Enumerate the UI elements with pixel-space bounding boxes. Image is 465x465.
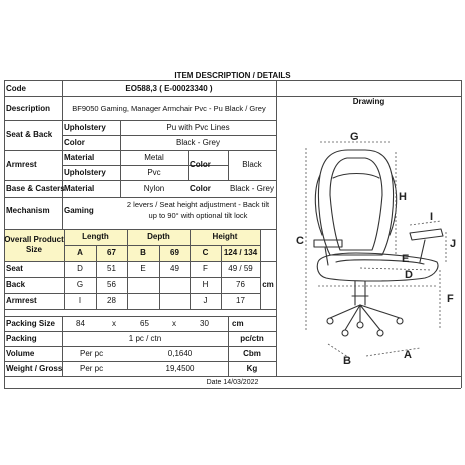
armrest-material-value: Metal [144,153,164,162]
backrest-panel [330,158,382,250]
drawing-label: Drawing [352,97,385,106]
dim-value-g: 56 [107,280,116,289]
packing-size-unit: cm [232,319,244,328]
drawing-letter-e: E [402,253,410,265]
mechanism-label: Mechanism [6,206,50,215]
armrest-color-value: Black [242,160,262,169]
seat-cushion [317,253,438,281]
back-dims-label: Back [6,280,26,289]
weight-per: Per pc [80,364,104,373]
armrest-dims-label: Armrest [6,296,37,305]
mechanism-value-line2: up to 90° with optional tilt lock [148,211,248,220]
mechanism-value-line1: 2 levers / Seat height adjustment - Back tilt [126,200,270,209]
dim-letter-f: F [203,264,208,273]
drawing-letter-h: H [399,191,407,203]
weight-unit: Kg [246,364,258,373]
base-color-label: Color [190,184,211,193]
gas-lift [355,281,365,305]
packing-unit: pc/ctn [240,334,264,343]
weight-value: 19,4500 [165,364,195,373]
code-label: Code [6,84,26,93]
overall-label-line2: Size [25,245,42,254]
dim-value-j: 17 [236,296,245,305]
dim-value-c: 124 / 134 [223,248,258,257]
dim-letter-i: I [78,296,82,305]
caster [397,318,403,324]
depth-header: Depth [147,232,170,241]
packing-size-x1: x [112,319,116,328]
seat-back-color-label: Color [64,138,85,147]
armrest-upholstery-label: Upholstery [64,168,106,177]
caster [357,322,363,328]
base-star [330,305,400,330]
drawing-letter-j: J [450,238,457,250]
packing-size-height: 30 [200,319,209,328]
dim-letter-e: E [140,264,146,273]
seat-dims-label: Seat [6,264,23,273]
drawing-letter-d: D [405,269,413,281]
dim-value-a: 67 [107,248,116,257]
sheet-title: ITEM DESCRIPTION / DETAILS [174,71,291,80]
base-label: Base & Casters [6,184,65,193]
volume-unit: Cbm [243,349,261,358]
weight-label: Weight / Gross [6,364,63,373]
description-label: Description [6,104,51,113]
armrest-label: Armrest [6,160,37,169]
armrest-color-label: Color [190,160,211,169]
drawing-letter-c: C [296,235,304,247]
packing-size-label: Packing Size [6,319,55,328]
seat-back-upholstery-label: Upholstery [64,123,106,132]
dims-unit: cm [262,280,274,289]
packing-size-width: 65 [140,319,149,328]
headrest-line [333,174,379,179]
armrest-upholstery-value: Pvc [147,168,161,177]
armrest-material-label: Material [64,153,95,162]
packing-value: 1 pc / ctn [128,334,162,343]
caster [377,330,383,336]
backrest-outline [318,150,393,255]
dim-letter-j: J [203,296,208,305]
volume-value: 0,1640 [167,349,193,358]
dim-value-f: 49 / 59 [228,264,253,273]
seat-back-color-value: Black - Grey [175,138,220,147]
dim-line-i [410,221,441,225]
volume-per: Per pc [80,349,104,358]
seat-inner [336,260,424,264]
packing-label: Packing [6,334,37,343]
dim-letter-c: C [202,248,209,257]
code-value: EO588,3 ( E-00023340 ) [125,84,213,93]
dim-letter-h: H [202,280,209,289]
drawing-letter-a: A [404,349,412,361]
volume-label: Volume [6,349,35,358]
drawing-letter-b: B [343,355,351,367]
right-armrest [410,229,443,240]
dim-value-e: 49 [170,264,179,273]
dim-letter-a: A [77,248,83,257]
drawing-letter-g: G [350,131,359,143]
overall-label-line1: Overall Product [4,235,64,244]
seat-back-label: Seat & Back [6,130,53,139]
height-header: Height [212,232,238,241]
mechanism-type: Gaming [64,206,94,215]
dim-value-i: 28 [107,296,116,305]
base-color-value: Black - Grey [229,184,274,193]
dim-letter-g: G [76,280,84,289]
dim-letter-d: D [77,264,83,273]
drawing-letter-f: F [447,293,454,305]
caster [342,330,348,336]
packing-size-x2: x [172,319,176,328]
dim-value-b: 69 [170,248,179,257]
packing-size-length: 84 [76,319,85,328]
base-material-label: Material [64,184,95,193]
seat-back-upholstery-value: Pu with Pvc Lines [166,123,230,132]
description-value: BF9050 Gaming, Manager Armchair Pvc - Pu Black / Grey [72,104,266,113]
dim-value-d: 51 [107,264,116,273]
caster [327,318,333,324]
length-header: Length [82,232,109,241]
dim-line-e [360,268,432,270]
drawing-letter-i: I [430,211,434,223]
sheet-date: Date 14/03/2022 [206,379,259,386]
base-material-value: Nylon [143,184,165,193]
dim-letter-b: B [140,248,146,257]
dim-value-h: 76 [236,280,245,289]
